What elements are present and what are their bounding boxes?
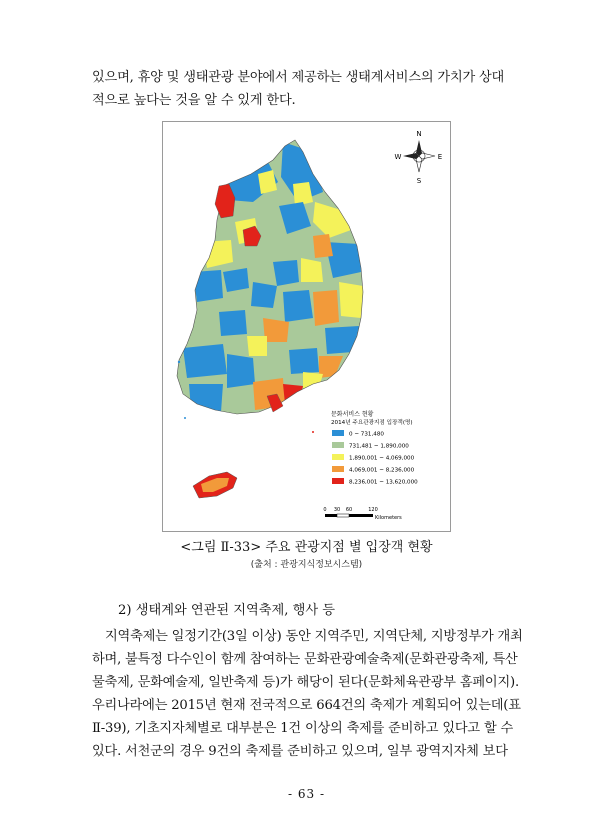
legend-swatch xyxy=(332,466,344,472)
body-line: 있다. 서천군의 경우 9건의 축제를 준비하고 있으며, 일부 광역지자체 보다 xyxy=(92,744,508,759)
legend-label: 8,236,001 ~ 13,620,000 xyxy=(349,479,418,486)
scale-bar xyxy=(323,507,402,521)
body-line: 우리나라에는 2015년 현재 전국적으로 664건의 축제가 계획되어 있는데(표 xyxy=(92,698,521,713)
scale-tick: 0 xyxy=(323,507,327,513)
mainland-districts xyxy=(163,122,450,442)
body-line: 지역축제는 일정기간(3일 이상) 동안 지역주민, 지역단체, 지방정부가 개최 xyxy=(105,629,523,644)
scale-tick: 60 xyxy=(345,507,353,513)
figure-caption: <그림 Ⅱ-33> 주요 관광지점 별 입장객 현황 xyxy=(180,540,433,555)
legend-swatch xyxy=(332,430,344,436)
scale-unit: Kilometers xyxy=(375,515,402,521)
map-legend xyxy=(331,410,418,486)
north-arrow-icon xyxy=(395,130,443,185)
legend-label: 1,890,001 ~ 4,069,000 xyxy=(349,455,415,462)
compass-n: N xyxy=(416,130,422,138)
body-line: Ⅱ-39), 기초지자체별로 대부분은 1건 이상의 축제를 준비하고 있다고 할 수 xyxy=(92,721,514,736)
body-line: 하며, 불특정 다수인이 함께 참여하는 문화관광예술축제(문화관광축제, 특산 xyxy=(92,652,518,667)
legend-swatch xyxy=(332,442,344,448)
legend-label: 4,069,001 ~ 8,236,000 xyxy=(349,467,415,474)
figure-source: (출처 : 관광지식정보시스템) xyxy=(250,560,363,570)
page-number: - 63 - xyxy=(287,787,325,801)
intro-line: 적으로 높다는 것을 알 수 있게 한다. xyxy=(92,93,296,108)
map-figure xyxy=(162,121,451,532)
legend-label: 731,481 ~ 1,890,000 xyxy=(349,443,409,450)
legend-label: 0 ~ 731,480 xyxy=(349,431,384,438)
legend-subtitle: 2014년 주요관광지점 입장객(명) xyxy=(331,420,413,426)
intro-line: 있으며, 휴양 및 생태관광 분야에서 제공하는 생태계서비스의 가치가 상대 xyxy=(92,70,505,85)
scale-tick: 120 xyxy=(368,507,378,513)
body-line: 물축제, 문화예술제, 일반축제 등)가 해당이 된다(문화체육관광부 홈페이지). xyxy=(92,675,519,690)
korea-map xyxy=(163,122,450,531)
compass-w: W xyxy=(394,153,402,161)
scale-tick: 30 xyxy=(333,507,341,513)
compass-s: S xyxy=(416,177,422,185)
legend-title: 문화서비스 현황 xyxy=(331,411,374,418)
body-paragraph xyxy=(92,625,532,763)
legend-swatch xyxy=(332,454,344,460)
compass-e: E xyxy=(437,153,443,161)
legend-swatch xyxy=(332,478,344,484)
section-heading: 2) 생태계와 연관된 지역축제, 행사 등 xyxy=(118,603,336,618)
intro-paragraph xyxy=(92,66,532,112)
